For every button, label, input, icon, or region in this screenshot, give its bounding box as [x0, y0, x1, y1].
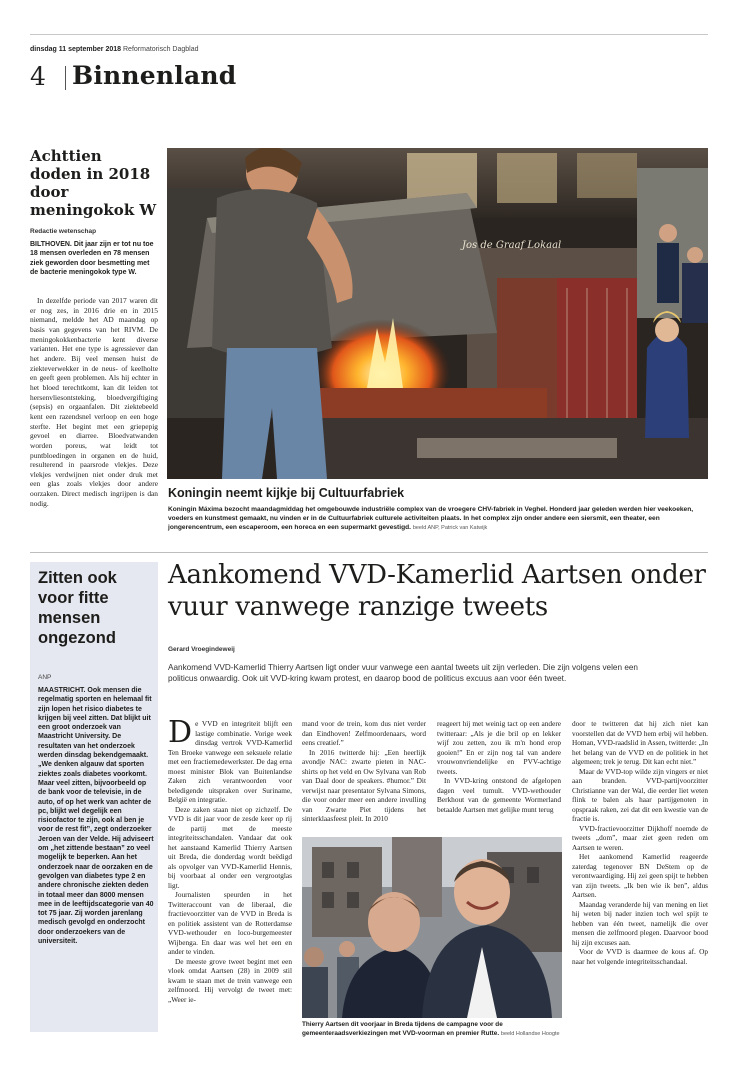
- article-paragraph: Maar de VVD-top wilde zijn vingers er niet aan branden. VVD-partijvoorzitter Christianne van der Wal, die eerder liet weten flink te balen als haar partijgenoten in opspraak raken, zei dat dit een kwestie van de fractie is.: [572, 766, 708, 823]
- photo-aartsen-rutte: [302, 837, 562, 1018]
- page-number: 4: [30, 62, 46, 91]
- sign-jos-de-graaf: Jos de Graaf Lokaal: [462, 240, 562, 251]
- article-paragraph: VVD-fractievoorzitter Dijkhoff noemde de tweets „dom”, maar ziet geen reden om Aartsen te weren.: [572, 823, 708, 852]
- sidebar-headline: Zitten ook voor fitte mensen ongezond: [38, 569, 117, 647]
- article-paragraph: door te twitteren dat hij zich niet kan voorstellen dat de VVD hem erbij wil hebben. Homan, VVD-raadslid in Assen, twitterde: „In het belang van de VVD en de politiek in het algemeen; trek je terug. Dit kan echt niet.”: [572, 719, 708, 766]
- article-paragraph: De meeste grove tweet begint met een vloek omdat Aartsen (28) in 2009 stil kwam te staan met de trein vanwege een zelfmoord. Hij vervolgt de tweet met: „Weer ie-: [168, 956, 292, 1004]
- photo-forge-illustration: [167, 148, 708, 479]
- article-paragraph: Maandag veranderde hij van mening en liet hij weten bij nader inzien toch wel spijt te hebben van één tweet, namelijk die over mensen die zelfmoord plegen. Daarvoor bood hij zijn excuses aan.: [572, 899, 708, 947]
- brief-lead: BILTHOVEN. Dit jaar zijn er tot nu toe 18 mensen overleden en 78 mensen ziek geworden door besmetting met de bacterie meningokok type W.: [30, 241, 154, 276]
- article-byline: Gerard Vroegindeweij: [168, 646, 235, 653]
- section-divider: [30, 552, 708, 553]
- photo-caption-text: [168, 505, 708, 533]
- sidebar-byline: ANP: [38, 674, 52, 681]
- sidebar-body: MAASTRICHT. Ook mensen die regelmatig sporten en helemaal fit zijn lopen het risico diabetes te krijgen bij veel zitten. Dat blijkt uit een groot onderzoek van Maastricht University. De resultaten van het onderzoek werden dinsdag bekendgemaakt. „We denken algauw dat sporten ziektes zoals diabetes voorkomt. Maar veel zitten, bijvoorbeeld op de bank voor de televisie, in de auto, of op het werk van achter de pc, blijkt wel degelijk een risicofactor te zijn, ook al ben je voor de rest fit”, zegt onderzoeker Jeroen van der Velde. Hij adviseert om „het zittende bestaan” zo veel mogelijk te beperken. Aan het onderzoek naar de oorzaken en de gevolgen van diabetes type 2 en andere chronische ziekten deden in totaal meer dan 8000 mensen mee in de leeftijdscategorie van 40 tot 75 jaar. Zij worden jarenlang medisch gevolgd en onderzocht door onderzoekers van de universiteit.: [38, 687, 154, 946]
- article-paragraph: e VVD en integriteit blijft een lastige combinatie. Vorige week dinsdag vertrok VVD-Kamerlid Ten Broeke vanwege een seksuele relatie met een fractiemedewerkster. De dag erna moest minister Blok van Buitenlandse Zaken zich verantwoorden voor beledigende uitspraken over Suriname, België en integratie.: [168, 719, 292, 804]
- article-paragraph: Deze zaken staan niet op zichzelf. De VVD is dit jaar voor de zesde keer op rij de partij met de meeste integriteitsschandalen. Vandaar dat ook het aanstaand Kamerlid Thierry Aartsen uit Breda, die donderdag wordt beëdigd als opvolger van VVD-Kamerlid Hennis, bij voorbaat al onder een vergrootglas ligt.: [168, 804, 292, 890]
- article-paragraph: Het aankomend Kamerlid reageerde zaterdag tegenover BN DeStem op de verontwaardiging. Hij zei geen spijt te hebben van zijn tweets. „Ik ben wie ik ben”, aldus Aartsen.: [572, 852, 708, 899]
- top-rule: [30, 34, 708, 35]
- dateline: [30, 46, 198, 53]
- article-paragraph: mand voor de trein, kom dus niet verder dan Eindhoven! Zelfmoordenaars, word eens creatief.”: [302, 719, 426, 747]
- drop-cap: D: [168, 715, 193, 750]
- photo-street-illustration: [302, 837, 562, 1018]
- issue-date: dinsdag 11 september 2018: [30, 46, 122, 53]
- photo-caption-title: Koningin neemt kijkje bij Cultuurfabriek: [168, 486, 405, 500]
- photo-credit: beeld ANP, Patrick van Katwijk: [412, 525, 488, 531]
- brief-body: In dezelfde periode van 2017 waren dit er nog zes, in 2016 drie en in 2015 niemand, meldde het AD maandag op basis van gegevens van het RIVM. De meningokokkenbacterie kent diverse varianten. Het ene type is agressiever dan het andere. Bij veel mensen huist de ziekteverwekker in de neus- of keelholte en geeft geen problemen. Als hij echter in het bloed terechtkomt, kan dit leiden tot hersenvliesontsteking, bloedvergiftiging (sepsis) en orgaanfalen. Dit ziektebeeld kent een razendsnel verloop en een hoge sterfte. Het begint met een griepерig gevoel en diarree. Bloedvatwanden worden poreus, wat leidt tot puntbloedingen in organen en de huid, resulterend in paarsrode vlekjes. Deze vlekjes verdwijnen niet onder druk met een glas zoals vlekjes door andere oorzaken. Direct medisch ingrijpen is dan nodig.: [30, 296, 158, 508]
- photo2-credit: beeld Hollandse Hoogte: [500, 1030, 560, 1037]
- section-title: Binnenland: [72, 61, 237, 90]
- article-column-4: [572, 719, 708, 966]
- article-intro: Aankomend VVD-Kamerlid Thierry Aartsen ligt onder vuur vanwege een aantal tweets uit zijn verleden. Die zijn volgens velen een politicus onwaardig. Ook uit VVD-kring kwam protest, en daarop bood de politicus excuus aan voor één tweet.: [168, 663, 638, 683]
- article-column-1: [168, 715, 292, 1004]
- photo2-caption-body: Thierry Aartsen dit voorjaar in Breda tijdens de campagne voor de gemeenteraadsverkiezingen met VVD-voorman en premier Rutte.: [302, 1021, 503, 1037]
- article-headline: Aankomend VVD-Kamerlid Aartsen onder vuur vanwege ranzige tweets: [168, 560, 706, 622]
- newspaper-name: Reformatorisch Dagblad: [123, 46, 199, 53]
- brief-byline: Redactie wetenschap: [30, 228, 97, 235]
- article-column-3: [437, 719, 561, 814]
- brief-headline: Achttien doden in 2018 door meningokok W: [30, 147, 157, 219]
- article-paragraph: reageert hij met weinig tact op een andere twitteraar: „Als je die bril op en lekker wijf zou zetten, zou ik m'n hond erop gooien!” En er zijn nog tal van andere vrouwonvriendelijke en PVV-achtige tweets.: [437, 719, 561, 776]
- photo-cultuurfabriek: [167, 148, 708, 479]
- article-paragraph: In 2016 twitterde hij: „Een heerlijk avondje NAC: zwarte pieten in NAC-shirts op het veld en Ow Sylvana van Rob van Daal door de speakers. #humor.” Dit verwijst naar presentator Sylvana Simons, die voor onder meer een andere invulling van Zwarte Piet tijdens het sinterklaasfeest pleit. In 2010: [302, 747, 426, 823]
- article-paragraph: Journalisten speurden in het Twitteraccount van de liberaal, die fractievoorzitter van de VVD in Breda is en politiek assistent van de Rotterdamse VVD-wethouder en loco-burgemeester Wijbenga. En daar was wel het een en ander te vinden.: [168, 890, 292, 956]
- photo-caption-body: Koningin Máxima bezocht maandagmiddag het omgebouwde industriële complex van de vroegere CHV-fabriek in Veghel. Honderd jaar geleden werden hier veekoeken, voeders en kunstmest gemaakt, nu vinden er in de Cultuurfabriek culturele activiteiten plaats. In het complex zijn onder andere een siersmit, een theater, een jongerencentrum, een escaperoom, een horeca en een supermarkt gevestigd.: [168, 506, 694, 531]
- page-separator: [65, 66, 66, 90]
- article-paragraph: Voor de VVD is daarmee de kous af. Op naar het volgende integriteitsschandaal.: [572, 947, 708, 966]
- article-paragraph: In VVD-kring ontstond de afgelopen dagen veel tumult. VVD-wethouder Berkhout van de gemeente Wormerland betaalde Aartsen met gelijke munt terug: [437, 776, 561, 814]
- article-column-2: [302, 719, 426, 824]
- photo2-caption: [302, 1021, 567, 1038]
